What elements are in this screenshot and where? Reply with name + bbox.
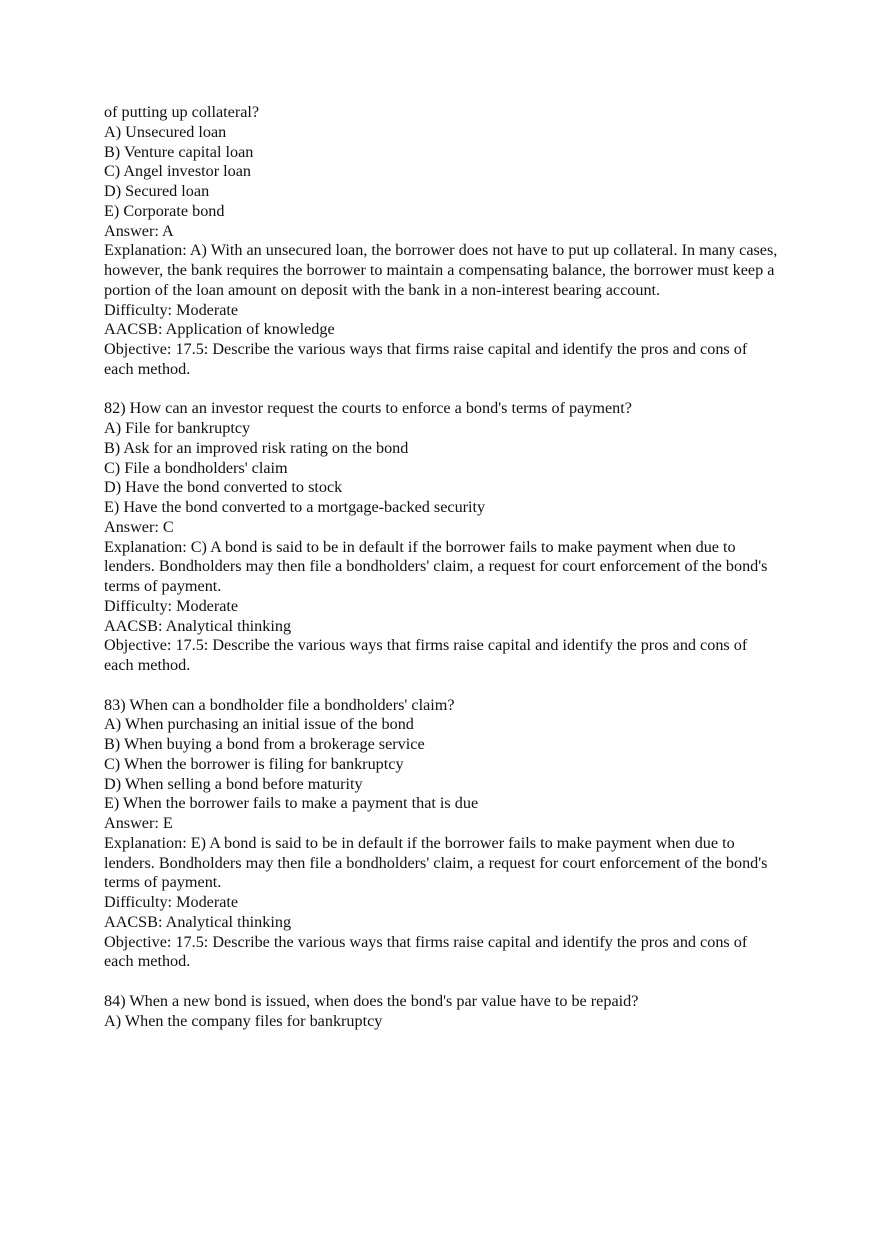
option-c: C) Angel investor loan: [104, 162, 252, 181]
difficulty: Difficulty: Moderate: [104, 596, 239, 615]
option-a: A) When the company files for bankruptcy: [104, 1011, 383, 1030]
question-stem: 82) How can an investor request the courts to enforce a bond's terms of payment?: [104, 399, 632, 418]
objective: Objective: 17.5: Describe the various ways that firms raise capital and identify the pros and cons of each method.: [104, 636, 748, 674]
objective: Objective: 17.5: Describe the various ways that firms raise capital and identify the pros and cons of each method.: [104, 340, 748, 378]
explanation: Explanation: E) A bond is said to be in default if the borrower fails to make payment when due to lenders. Bondholders may then file a bondholders' claim, a request for court enforcement of the bond's terms of payment.: [104, 833, 768, 892]
answer: Answer: C: [104, 517, 174, 536]
question-stem: 84) When a new bond is issued, when does the bond's par value have to be repaid?: [104, 991, 639, 1010]
answer: Answer: E: [104, 814, 173, 832]
option-b: B) When buying a bond from a brokerage service: [104, 735, 425, 753]
answer: Answer: A: [104, 221, 174, 240]
objective: Objective: 17.5: Describe the various ways that firms raise capital and identify the pros and cons of each method.: [104, 932, 748, 971]
option-a: A) File for bankruptcy: [104, 419, 251, 437]
aacsb: AACSB: Application of knowledge: [104, 320, 335, 339]
difficulty: Difficulty: Moderate: [104, 300, 239, 319]
option-a: A) When purchasing an initial issue of the bond: [104, 715, 414, 734]
option-e: E) Have the bond converted to a mortgage-backed security: [104, 498, 486, 516]
question-82: [104, 399, 794, 676]
question-81: [104, 103, 794, 380]
option-d: D) Have the bond converted to stock: [104, 478, 343, 497]
question-84: [104, 992, 794, 1032]
document-page: [104, 103, 794, 1031]
option-d: D) When selling a bond before maturity: [104, 774, 363, 793]
option-b: B) Venture capital loan: [104, 142, 254, 161]
explanation: Explanation: A) With an unsecured loan, the borrower does not have to put up collateral. In many cases, however, the bank requires the borrower to maintain a compensating balance, the borrower must keep a portion of the loan amount on deposit with the bank in a non-interest bearing account.: [104, 241, 778, 299]
option-a: A) Unsecured loan: [104, 122, 227, 141]
explanation: Explanation: C) A bond is said to be in default if the borrower fails to make payment when due to lenders. Bondholders may then file a bondholders' claim, a request for court enforcement of the bond's terms of payment.: [104, 537, 768, 595]
question-stem: of putting up collateral?: [104, 103, 260, 121]
spacer: [104, 380, 794, 400]
spacer: [104, 676, 794, 696]
aacsb: AACSB: Analytical thinking: [104, 616, 292, 635]
option-c: C) When the borrower is filing for bankruptcy: [104, 754, 404, 773]
option-b: B) Ask for an improved risk rating on the bond: [104, 438, 409, 457]
aacsb: AACSB: Analytical thinking: [104, 912, 292, 931]
question-stem: 83) When can a bondholder file a bondholders' claim?: [104, 695, 455, 714]
question-83: [104, 696, 794, 973]
difficulty: Difficulty: Moderate: [104, 893, 239, 911]
option-d: D) Secured loan: [104, 182, 210, 200]
option-e: E) Corporate bond: [104, 201, 225, 220]
option-e: E) When the borrower fails to make a payment that is due: [104, 794, 479, 813]
option-c: C) File a bondholders' claim: [104, 458, 288, 477]
spacer: [104, 972, 794, 992]
